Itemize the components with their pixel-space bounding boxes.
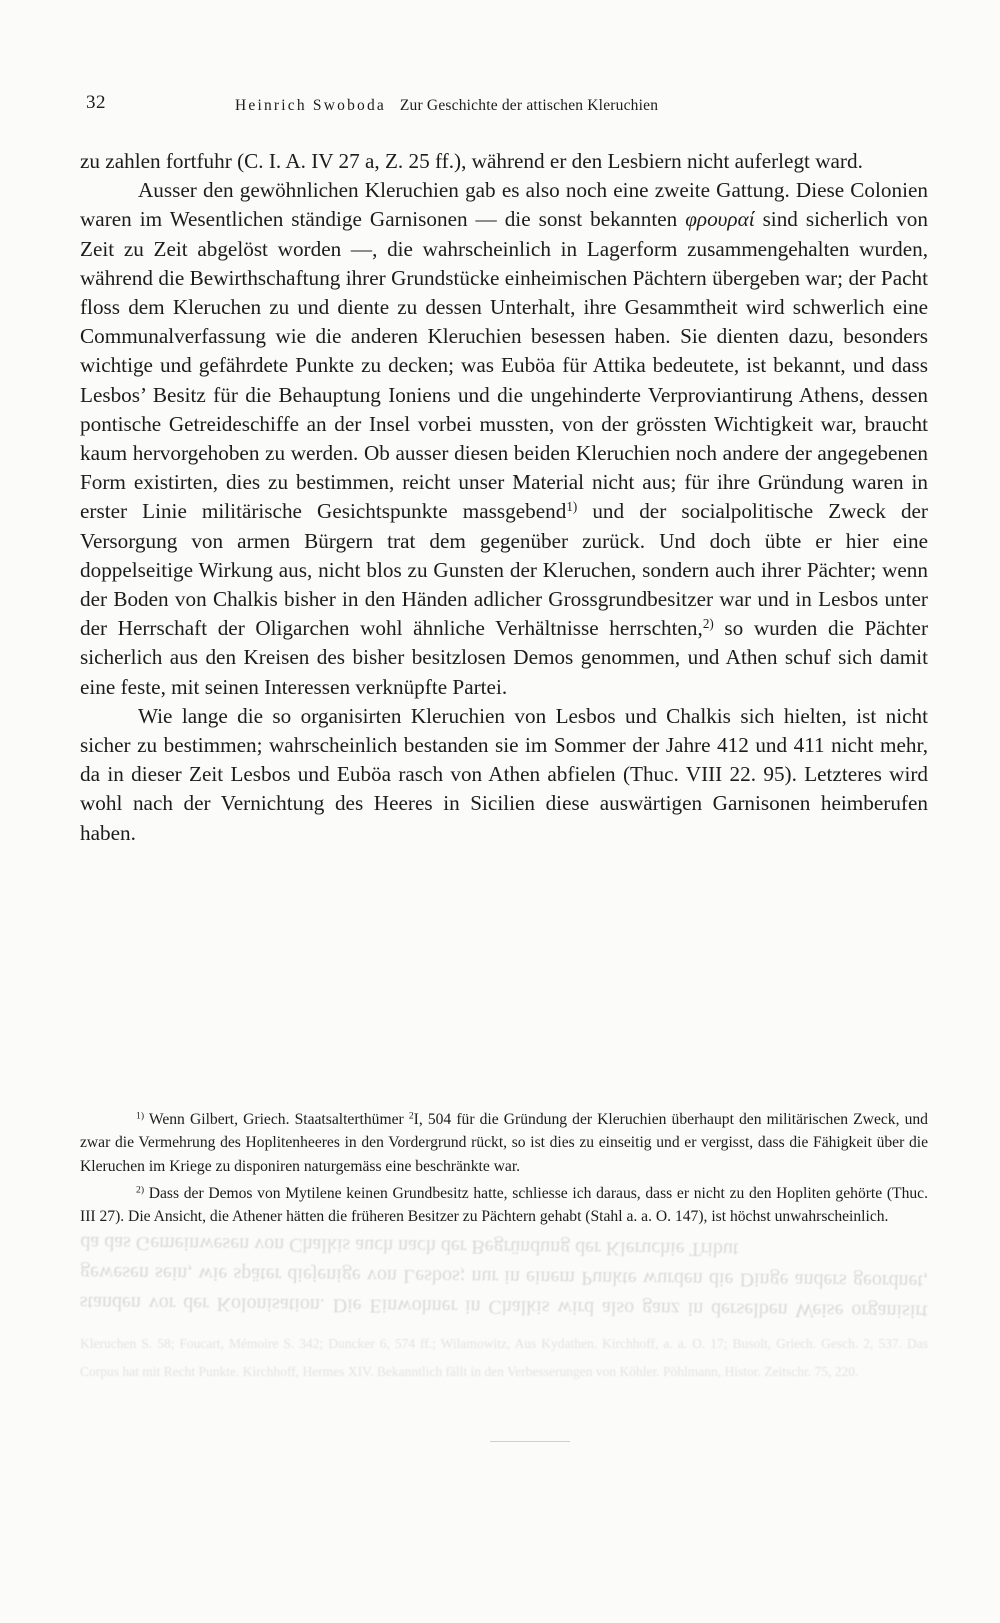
bleed-through-notes: Kleruchen S. 58; Foucart, Mémoire S. 342; Duncker 6, 574 ff.; Wilamowitz, Aus Kydathen. Kirchhoff, a. a. O. 17; Busolt, Griech. Gesch. 2, 537. Das Corpus hat mit Recht Punkte. Kirchhoff, Hermes XIV. Bekanntlich fällt in den Verbesserungen von Köhler. Pöhlmann, Histor. Zeitschr. 75, 220. [80,1336,928,1379]
paragraph-1: zu zahlen fortfuhr (C. I. A. IV 27 a, Z. 25 ff.), während er den Lesbiern nicht auferlegt ward. [80,149,863,173]
running-head [235,97,658,115]
footnote-ref-1: 1) [566,499,578,515]
footnote-2-text: Dass der Demos von Mytilene keinen Grundbesitz hatte, schliesse ich daraus, dass er nicht zu den Hopliten gehörte (Thuc. III 27). Die Ansicht, die Athener hätten die früheren Besitzer zu Pächtern gehabt (Stahl a. a. O. 147), ist höchst unwahrscheinlich. [80,1184,928,1226]
running-head-title: Zur Geschichte der attischen Kleruchien [399,97,659,114]
footnote-2-mark: 2) [136,1184,145,1196]
paragraph-3: Wie lange die so organisirten Kleruchien von Lesbos und Chalkis sich hielten, ist nicht sicher zu bestimmen; wahrscheinlich bestanden sie im Sommer der Jahre 412 und 411 nicht mehr, da in dieser Zeit Lesbos und Euböa rasch von Athen abfielen (Thuc. VIII 22. 95). Letzteres wird wohl nach der Vernichtung des Heeres in Sicilien diese auswärtigen Garnisonen heimberufen haben. [80,703,928,845]
footnote-1-text-a: Wenn Gilbert, Griech. Staatsalterthümer [144,1111,409,1128]
paragraph-2-part-d: so wurden die Pächter sicherlich aus den Kreisen des bisher besitzlosen Demos genommen, und Athen schuf sich damit eine feste, mit seinen Interessen verknüpfte Partei. [80,616,929,699]
bleed-through-rule [490,1441,570,1442]
footnotes [80,1108,928,1232]
footnote-1-edition: 2 [408,1110,414,1122]
bleed-through-text: standen vor der Kolonisation. Die Einwohner in Chalkis wird also ganz in derselben Weise organisirt gewesen sein, wie später diejenige von Lesbos; nur in einem Punkte wurden die Dinge anders geordnet, da das Gemeinwesen von Chalkis auch nach der Begründung der Kleruchie Tribut [79,1231,929,1323]
paragraph-2-part-c: und der socialpolitische Zweck der Versorgung von armen Bürgern trat dem gegenüber zurück. Und doch übte er hier eine doppelseitige Wirkung aus, nicht blos zu Gunsten der Kleruchen, sondern auch ihrer Pächter; wenn der Boden von Chalkis bisher in den Händen adlicher Grossgrundbesitzer war und in Lesbos unter der Herrschaft der Oligarchen wohl ähnliche Verhältnisse herrschten, [80,499,928,641]
footnote-1 [80,1108,928,1178]
document-page [80,0,928,1623]
footnote-2 [80,1182,928,1229]
running-header [80,92,928,122]
footnote-ref-2: 2) [702,616,714,632]
running-head-author: Heinrich Swoboda [235,97,386,114]
paragraph-2 [80,176,928,702]
greek-word: φρουραί [685,207,755,232]
paragraph-2-part-b: sind sicherlich von Zeit zu Zeit abgelöst worden —, die wahrscheinlich in Lagerform zusammengehalten wurden, während die Bewirthschaftung ihrer Grundstücke einheimischen Pächtern übergeben war; der Pacht floss dem Kleruchen zu und diente zu dessen Unterhalt, ihre Gesammtheit wird schwerlich eine Communalverfassung wie die anderen Kleruchien besessen haben. Sie dienten dazu, besonders wichtige und gefährdete Punkte zu decken; was Euböa für Attika bedeutete, ist bekannt, und dass Lesbos’ Besitz für die Behauptung Ioniens und die ungehinderte Verproviantirung Athens, dessen pontische Getreideschiffe an der Insel vorbei mussten, von der grössten Wichtigkeit war, braucht kaum hervorgehoben zu werden. Ob ausser diesen beiden Kleruchien noch andere der angegebenen Form existirten, dies zu bestimmen, reicht unser Material nicht aus; für ihre Gründung waren in erster Linie militärische Gesichtspunkte massgebend [80,207,928,524]
paragraph-2-part-a: Ausser den gewöhnlichen Kleruchien gab es also noch eine zweite Gattung. Diese Colonien waren im Wesentlichen ständige Garnisonen — die sonst bekannten [80,178,928,232]
page-number: 32 [86,92,106,113]
footnote-1-mark: 1) [136,1110,145,1122]
footnote-1-text-b: I, 504 für die Gründung der Kleruchien überhaupt den militärischen Zweck, und zwar die Vermehrung des Hoplitenheeres in den Vordergrund rückt, so ist dies zu einseitig und er vergisst, dass die Fähigkeit über die Kleruchen im Kriege zu disponiren naturgemäss eine beschränkte war. [80,1111,928,1175]
main-text [80,147,928,848]
